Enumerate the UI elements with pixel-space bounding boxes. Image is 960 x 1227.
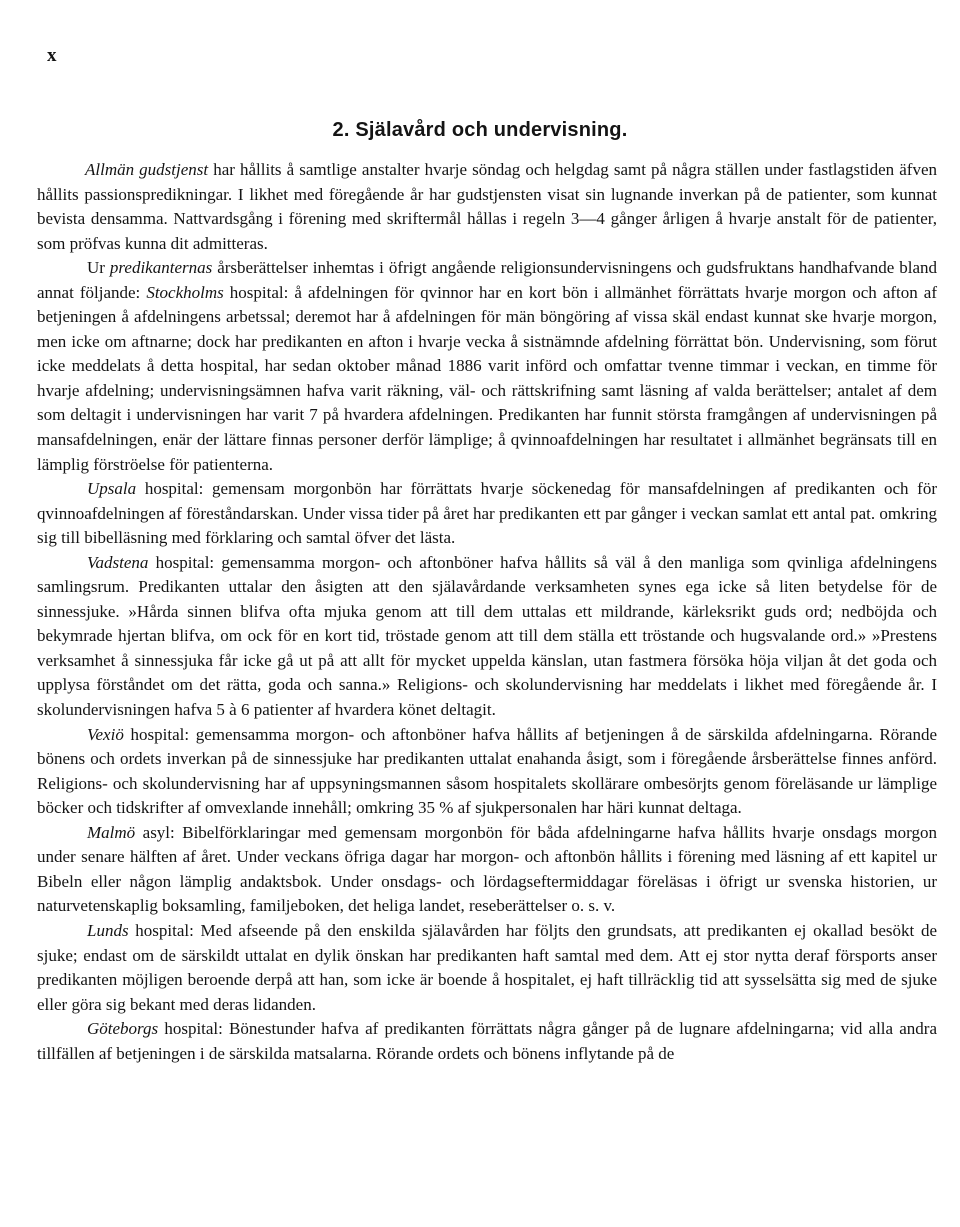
body-text xyxy=(37,158,937,1066)
paragraph-lunds xyxy=(37,919,937,1017)
paragraph-text: hospital: gemensamma morgon- och aftonböner hafva hållits så väl å den manliga som qvinliga afdelningens samlingsrum. Predikanten uttalar den åsigten att den själavårdande verksamheten synes ega icke så liten betydelse för de sinnessjuke. »Hårda sinnen blifva ofta mjuka genom att till dem uttalas ett mildrande, kärleksrikt guds ord; nedböjda och bekymrade hjertan blifva, om ock för en kort tid, tröstade genom att till dem ställa ett tröstande och hugsvalande ord.» »Prestens verksamhet å sinnessjuka får icke gå ut på att allt för mycket uppelda känslan, utan fastmera försöka höja viljan åt det goda och upplysa förståndet om det rätta, goda och sanna.» Religions- och skolundervisning har meddelats i likhet med föregående år. I skolundervisningen hafva 5 à 6 patienter af hvardera könet deltagit. xyxy=(37,552,937,720)
paragraph-vadstena xyxy=(37,551,937,723)
paragraph-text: asyl: Bibelförklaringar med gemensam morgonbön för båda afdelningarne hafva hållits hvarje onsdags morgon under senare hälften af året. Under veckans öfriga dagar har morgon- och aftonbön hållits i förening med läsning af ett kapitel ur Bibeln eller någon lämplig andaktsbok. Under onsdags- och lördagseftermiddagar föreläsas i öfrigt ur svenska historien, ur naturvetenskaplig boksamling, familjeboken, det heliga landet, reseberättelser o. s. v. xyxy=(37,822,937,916)
paragraph-predikanternas xyxy=(37,256,937,477)
paragraph-lead-italic: Allmän gudstjenst xyxy=(85,160,209,179)
section-title: 2. Själavård och undervisning. xyxy=(332,119,628,141)
paragraph-lead-italic: predikanternas xyxy=(109,258,213,278)
paragraph-text: hospital: gemensamma morgon- och aftonböner hafva hållits af betjeningen å de särskilda afdelningarna. Rörande bönens och ordets inverkan på de sinnessjuke har predikanten uttalat enahanda åsigt, som i föregående årsberättelse finnes anförd. Religions- och skolundervisning har af uppsyningsmannen såsom hospitalets skollärare ombesörjts genom föreläsande ur lämplige böcker och tidskrifter af omvexlande innehåll; omkring 35 % af sjukpersonalen har häri kunnat deltaga. xyxy=(37,724,937,818)
paragraph-vexio xyxy=(37,723,937,821)
paragraph-text: hospital: Med afseende på den enskilda själavården har följts den grundsats, att predikanten ej okallad besökt de sjuke; endast om de särskildt uttalat en dylik önskan har predikanten haft samtal med dem. Att ej stor nytta deraf försports anser predikanten möjligen beroende derpå att han, som icke är boende å hospitalet, ej haft tillräcklig tid att sysselsätta sig med de sjuke eller göra sig bekant med deras lidanden. xyxy=(37,920,937,1014)
paragraph-lead-italic: Vexiö xyxy=(87,724,124,744)
paragraph-text: hospital: Bönestunder hafva af predikanten förrättats några gånger på de lugnare afdelningarna; vid alla andra tillfällen af betjeningen i de särskilda matsalarna. Rörande ordets och bönens inflytande på de xyxy=(37,1019,937,1063)
paragraph-prefix: Ur xyxy=(87,258,110,278)
paragraph-lead-italic: Vadstena xyxy=(87,552,149,572)
paragraph-allman-gudstjenst xyxy=(37,158,937,256)
page-number: x xyxy=(47,45,57,66)
paragraph-lead-italic-stockholms: Stockholms xyxy=(146,282,224,302)
paragraph-text: hospital: gemensam morgonbön har förrättats hvarje söckenedag för mansafdelningen af predikanten och för qvinnoafdelningen af föreståndarskan. Under vissa tider på året har predikanten ett par gånger i veckan samlat ett antal pat. omkring sig till bibelläsning med förklaring och samtal öfver det lästa. xyxy=(37,479,937,548)
paragraph-text-stockholms: hospital: å afdelningen för qvinnor har en kort bön i allmänhet förrättats hvarje morgon och afton af betjeningen å afdelningens arbetssal; deremot har å afdelningen för män böngöring af vissa skäl endast kunnat ske hvarje morgon, men icke om aftnarne; dock har predikanten en afton i hvarje vecka å sistnämnde afdelning förrättat bön. Undervisning, som förut icke meddelats å detta hospital, har sedan oktober månad 1886 varit införd och omfattar tvenne timmar i veckan, en timme för hvarje afdelning; undervisningsämnen hafva varit räkning, väl- och rättskrifning samt läsning af valda berättelser; antalet af dem som deltagit i undervisningen har varit 7 på hvardera afdelningen. Predikanten har funnit största framgången af undervisningen på mansafdelningen, enär der lättare finnas personer derför lämplige; å qvinnoafdelningen har resultatet i allmänhet begränsats till en lämplig förströelse för patienterna. xyxy=(37,282,937,474)
paragraph-malmo xyxy=(37,821,937,919)
paragraph-goteborgs xyxy=(37,1017,937,1066)
paragraph-lead-italic: Lunds xyxy=(87,920,129,940)
paragraph-upsala xyxy=(37,477,937,551)
paragraph-lead-italic: Upsala xyxy=(87,479,137,499)
paragraph-text: har hållits å samtlige anstalter hvarje söndag och helgdag samt på några ställen under fastlagstiden äfven hållits passionspredikningar. I likhet med föregående år har gudstjensten visat sin lugnande inverkan på de patienter, som kunnat bevista densamma. Nattvardsgång i förening med skriftermål hållas i regeln 3—4 gånger årligen å hvarje anstalt för de patienter, som pröfvas kunna dit admitteras. xyxy=(37,160,937,253)
paragraph-text: årsberättelser inhemtas i öfrigt angående religionsundervisningens och gudsfruktans handhafvande bland annat följande: xyxy=(37,258,937,302)
paragraph-lead-italic: Göteborgs xyxy=(87,1019,159,1039)
paragraph-lead-italic: Malmö xyxy=(87,822,136,842)
